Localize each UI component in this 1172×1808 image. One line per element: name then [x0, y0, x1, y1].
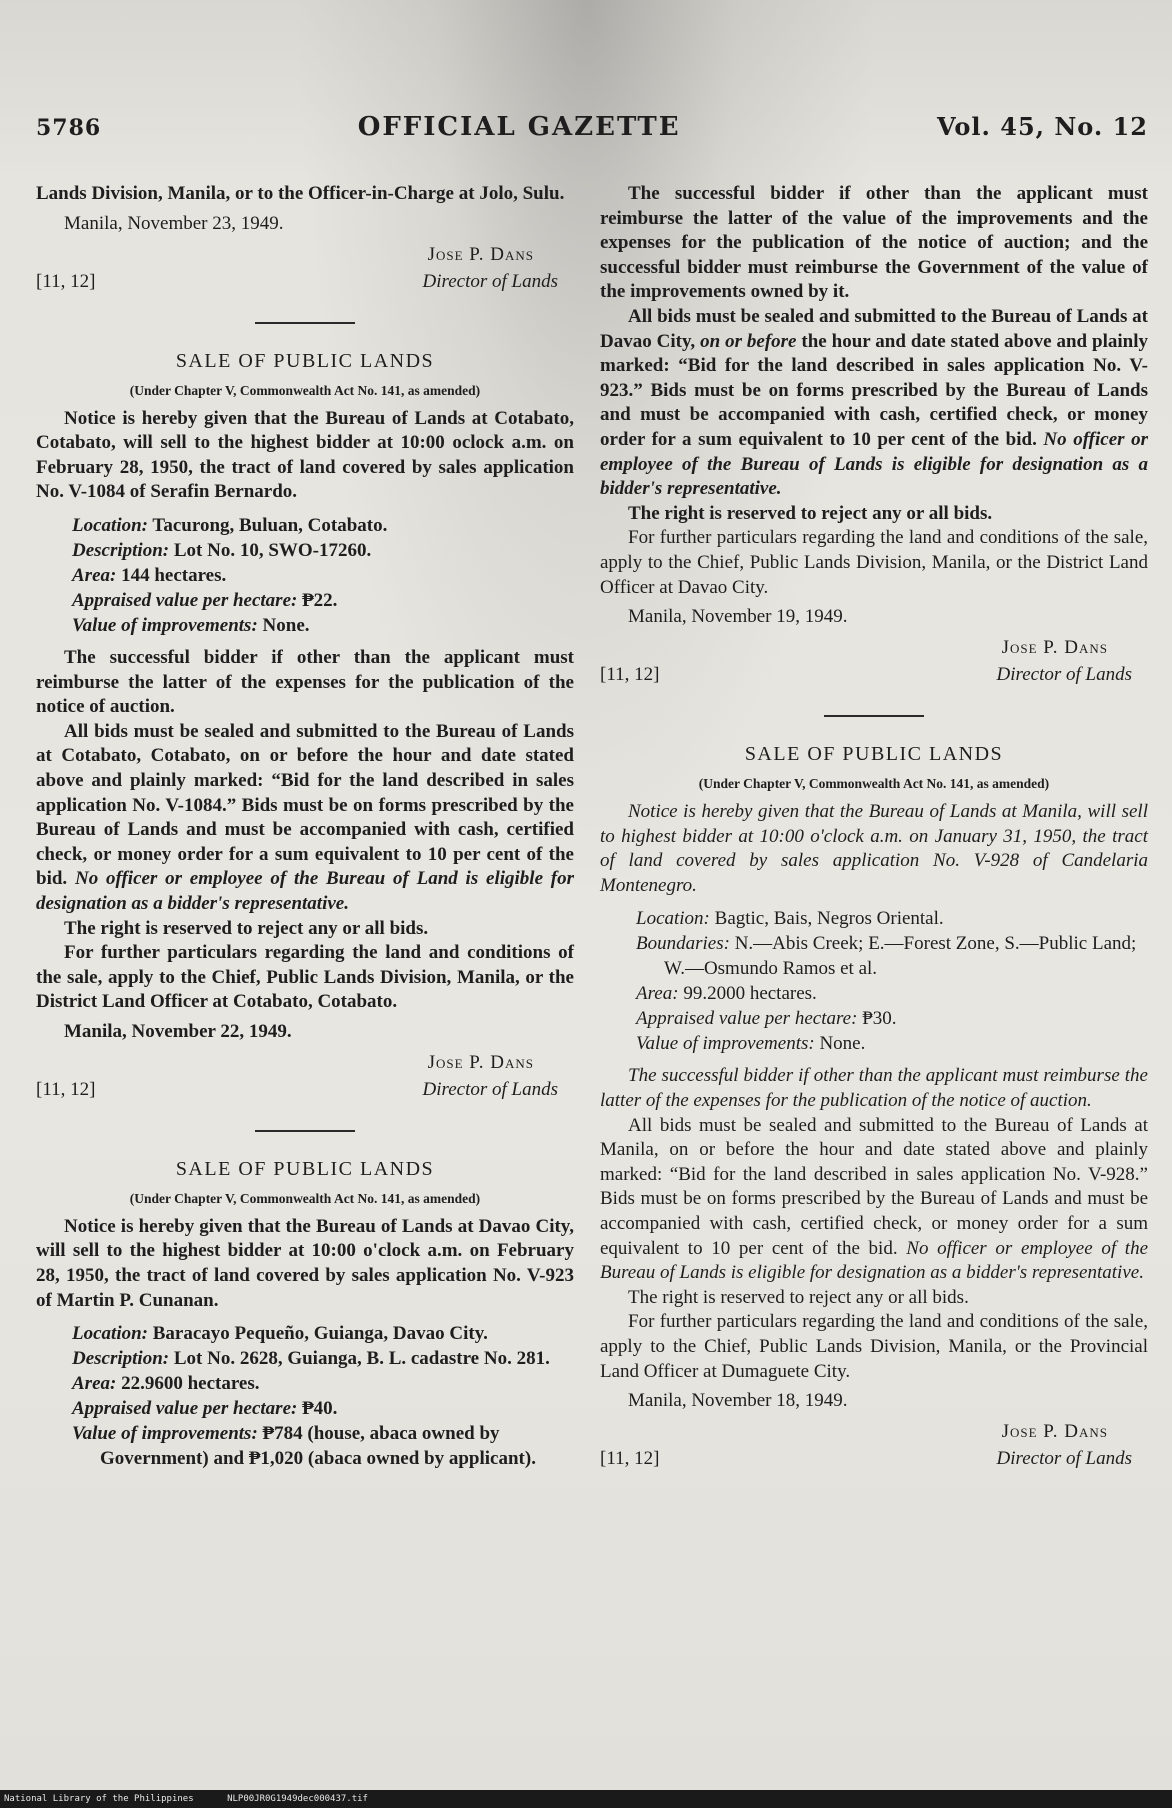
notice-subtitle: (Under Chapter V, Commonwealth Act No. 141, as amended)	[698, 776, 1050, 792]
notice-manila	[600, 743, 1148, 1475]
notice-intro: Notice is hereby given that the Bureau of Lands at Manila, will sell to highest bidder at 10:00 o'clock a.m. on January 31, 1950, the tract of land covered by sales application No. V-928 of Candelaria Montenegro.	[600, 801, 1148, 896]
notice-title: SALE OF PUBLIC LANDS	[744, 743, 1004, 766]
land-details: Location: Baracayo Pequeño, Guianga, Davao City. Description: Lot No. 2628, Guianga, B. L. cadastre No. 281. Area: 22.9600 hectares. Appraised value per hectare: ₱40. Value of improvements: ₱784 (house, abaca owned by Government) and ₱1,020 (abaca owned by applicant).	[72, 1323, 550, 1470]
notice-paragraph: For further particulars regarding the land and conditions of the sale, apply to the Chief, Public Lands Division, Manila, or the Provincial Land Officer at Dumaguete City.	[600, 1311, 1148, 1382]
land-details: Location: Tacurong, Buluan, Cotabato. Description: Lot No. 10, SWO-17260. Area: 144 hectares. Appraised value per hectare: ₱22. Value of improvements: None.	[72, 514, 388, 636]
issue-ref: [11, 12]	[600, 664, 660, 686]
page-header	[36, 112, 1148, 152]
page-number: 5786	[36, 115, 102, 141]
notice-title: SALE OF PUBLIC LANDS	[175, 1157, 435, 1180]
issue-ref: [11, 12]	[600, 1448, 660, 1470]
signer-name: Jose P. Dans	[427, 243, 534, 265]
signer-title: Director of Lands	[996, 1448, 1132, 1470]
file-name: NLP00JR0G1949dec000437.tif	[227, 1794, 368, 1804]
divider	[824, 715, 924, 717]
notice-davao-continued	[600, 182, 1148, 691]
notice-paragraph: For further particulars regarding the land and conditions of the sale, apply to the Chief, Public Lands Division, Manila, or the District Land Officer at Davao City.	[600, 527, 1148, 598]
notice-date: Manila, November 22, 1949.	[64, 1020, 292, 1042]
notice-paragraph: The successful bidder if other than the applicant must reimburse the latter of the value of the improvements and the expenses for the publication of the notice of auction; and the successful bidder must reimburse the Government of the value of the improvements owned by it.	[600, 183, 1148, 303]
notice-paragraph: The right is reserved to reject any or all bids.	[628, 502, 993, 524]
notice-intro: Notice is hereby given that the Bureau of Lands at Cotabato, Cotabato, will sell to the highest bidder at 10:00 oclock a.m. on February 28, 1950, the tract of land covered by sales application No. V-1084 of Serafin Bernardo.	[36, 407, 574, 503]
notice-paragraph: All bids must be sealed and submitted to the Bureau of Lands at Davao City, on or before the hour and date stated above and plainly marked: “Bid for the land described in sales application No. V-923.” Bids must be on forms prescribed by the Bureau of Lands and must be accompanied with cash, certified check, or money order for a sum equivalent to 10 per cent of the bid. No officer or employee of the Bureau of Lands is eligible for designation as a bidder's representative.	[600, 305, 1148, 500]
notice-paragraph: All bids must be sealed and submitted to the Bureau of Lands at Cotabato, Cotabato, on or before the hour and date stated above and plainly marked: “Bid for the land described in sales application No. V-1084.” Bids must be on forms prescribed by the Bureau of Lands and must be accompanied with cash, certified check, or money order for a sum equivalent to 10 per cent of the bid. No officer or employee of the Bureau of Land is eligible for designation as a bidder's representative.	[36, 720, 575, 914]
notice-paragraph: The right is reserved to reject any or all bids.	[64, 917, 429, 939]
notice-cotabato	[36, 350, 574, 1106]
signature-block	[36, 244, 574, 298]
signer-title: Director of Lands	[422, 1078, 558, 1100]
signature-block	[600, 637, 1148, 691]
notice-paragraph: All bids must be sealed and submitted to the Bureau of Lands at Manila, on or before the hour and date stated above and plainly marked: “Bid for the land described in sales application No. V-928.” Bids must be on forms prescribed by the Bureau of Lands and must be accompanied with cash, certified check, or money order for a sum equivalent to 10 per cent of the bid. No officer or employee of the Bureau of Lands is eligible for designation as a bidder's representative.	[600, 1114, 1149, 1284]
notice-date: Manila, November 18, 1949.	[628, 1390, 848, 1412]
notice-date: Manila, November 23, 1949.	[64, 212, 284, 234]
left-column	[36, 182, 574, 1479]
divider	[255, 322, 355, 324]
notice-paragraph: For further particulars regarding the land and conditions of the sale, apply to the Chief, Public Lands Division, Manila, or the District Land Officer at Cotabato, Cotabato.	[36, 942, 574, 1013]
divider	[255, 1130, 355, 1132]
signer-name: Jose P. Dans	[427, 1051, 534, 1073]
notice-intro: Notice is hereby given that the Bureau of Lands at Davao City, will sell to the highest bidder at 10:00 o'clock a.m. on February 28, 1950, the tract of land covered by sales application No. V-923 of Martin P. Cunanan.	[36, 1215, 574, 1311]
issue-ref: [11, 12]	[36, 1078, 96, 1100]
signer-name: Jose P. Dans	[1001, 1421, 1108, 1443]
notice-paragraph: The successful bidder if other than the applicant must reimburse the latter of the expenses for the publication of the notice of auction.	[600, 1065, 1148, 1112]
scan-footer	[0, 1790, 1172, 1808]
right-column	[600, 182, 1148, 1475]
gazette-title: OFFICIAL GAZETTE	[357, 112, 681, 142]
signature-block	[600, 1421, 1148, 1475]
previous-notice-tail: Lands Division, Manila, or to the Officer-in-Charge at Jolo, Sulu.	[36, 183, 565, 204]
notice-subtitle: (Under Chapter V, Commonwealth Act No. 141, as amended)	[129, 382, 481, 398]
notice-paragraph: The successful bidder if other than the applicant must reimburse the latter of the expenses for the publication of the notice of auction.	[36, 646, 574, 718]
land-details: Location: Bagtic, Bais, Negros Oriental. Boundaries: N.—Abis Creek; E.—Forest Zone, S.—Public Land; W.—Osmundo Ramos et al. Area: 99.2000 hectares. Appraised value per hectare: ₱30. Value of improvements: None.	[636, 908, 1137, 1055]
signer-title: Director of Lands	[996, 664, 1132, 686]
issue-ref: [11, 12]	[36, 270, 96, 292]
signer-name: Jose P. Dans	[1001, 637, 1108, 659]
notice-title: SALE OF PUBLIC LANDS	[175, 349, 435, 372]
notice-date: Manila, November 19, 1949.	[628, 606, 848, 628]
signer-title: Director of Lands	[422, 270, 558, 292]
library-credit: National Library of the Philippines	[4, 1794, 194, 1804]
volume-number: Vol. 45, No. 12	[937, 112, 1148, 141]
notice-davao	[36, 1158, 574, 1471]
notice-paragraph: The right is reserved to reject any or all bids.	[628, 1286, 969, 1308]
notice-subtitle: (Under Chapter V, Commonwealth Act No. 141, as amended)	[129, 1190, 481, 1206]
signature-block	[36, 1052, 574, 1106]
